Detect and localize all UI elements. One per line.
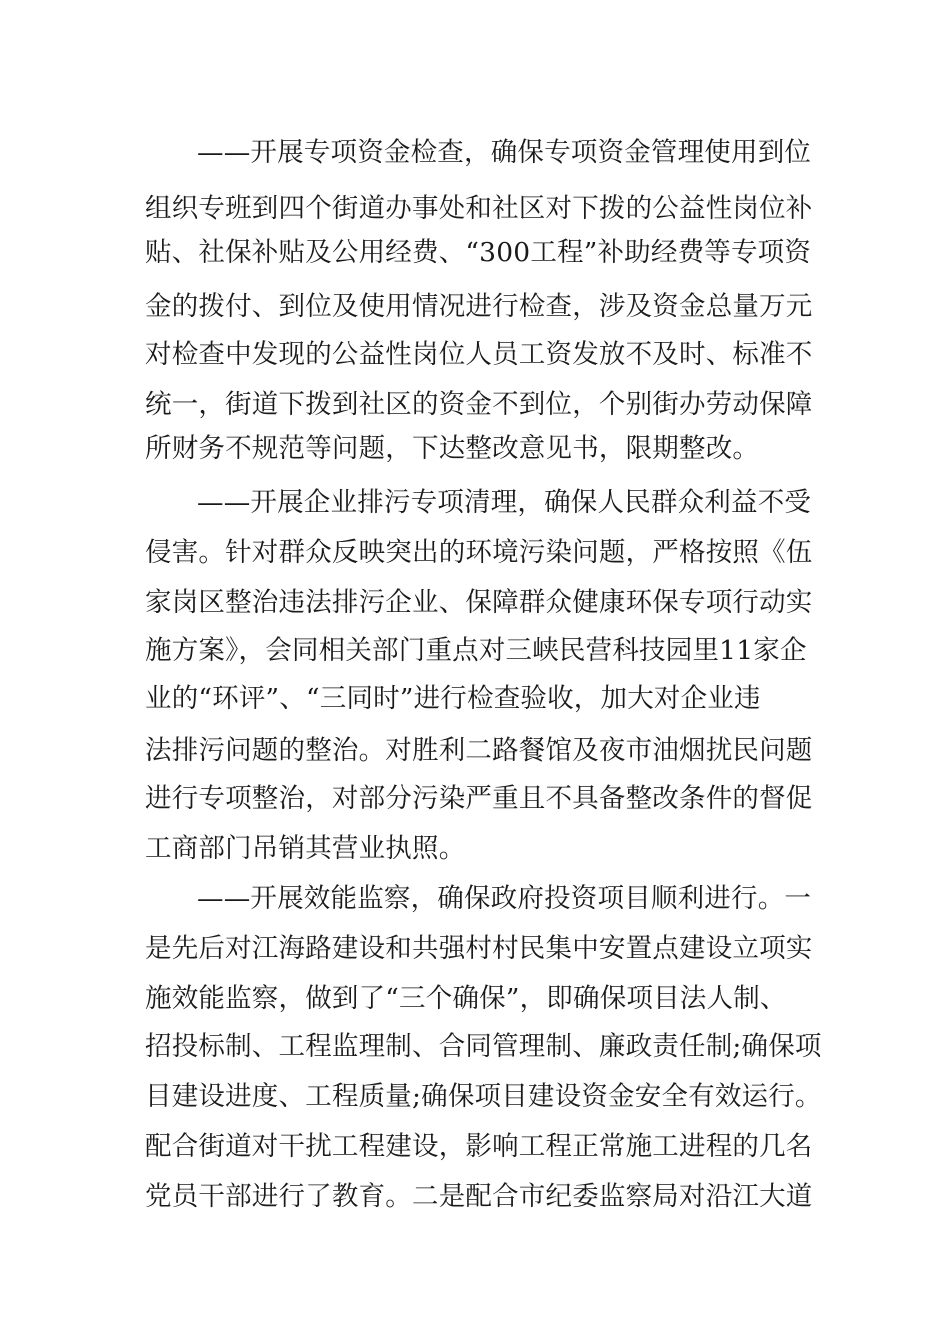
paragraph-1-line-5: 对检查中发现的公益性岗位人员工资发放不及时、标准不 bbox=[145, 339, 813, 370]
paragraph-1-line-2: 组织专班到四个街道办事处和社区对下拨的公益性岗位补 bbox=[145, 193, 813, 224]
paragraph-1-line-4: 金的拨付、到位及使用情况进行检查，涉及资金总量万元 bbox=[145, 291, 813, 322]
paragraph-2-line-6: 法排污问题的整治。对胜利二路餐馆及夜市油烟扰民问题 bbox=[145, 735, 813, 766]
paragraph-3-line-4: 招投标制、工程监理制、合同管理制、廉政责任制;确保项 bbox=[145, 1031, 822, 1062]
paragraph-2-line-4: 施方案》，会同相关部门重点对三峡民营科技园里11家企 bbox=[145, 635, 807, 666]
paragraph-2-line-8: 工商部门吊销其营业执照。 bbox=[145, 833, 466, 864]
paragraph-1-line-6: 统一，街道下拨到社区的资金不到位，个别街办劳动保障 bbox=[145, 389, 813, 420]
paragraph-2-line-7: 进行专项整治，对部分污染严重且不具备整改条件的督促 bbox=[145, 783, 813, 814]
paragraph-2-line-3: 家岗区整治违法排污企业、保障群众健康环保专项行动实 bbox=[145, 587, 813, 618]
paragraph-3-line-6: 配合街道对干扰工程建设，影响工程正常施工进程的几名 bbox=[145, 1131, 813, 1162]
paragraph-1-line-7: 所财务不规范等问题，下达整改意见书，限期整改。 bbox=[145, 433, 760, 464]
paragraph-3-line-5: 目建设进度、工程质量;确保项目建设资金安全有效运行。 bbox=[145, 1081, 822, 1112]
paragraph-3-line-3: 施效能监察，做到了“三个确保”，即确保项目法人制、 bbox=[145, 983, 787, 1014]
paragraph-3-line-2: 是先后对江海路建设和共强村村民集中安置点建设立项实 bbox=[145, 933, 813, 964]
paragraph-1-line-1: ——开展专项资金检查，确保专项资金管理使用到位 bbox=[197, 137, 812, 168]
paragraph-2-line-2: 侵害。针对群众反映突出的环境污染问题，严格按照《伍 bbox=[145, 537, 813, 568]
paragraph-3-line-1: ——开展效能监察，确保政府投资项目顺利进行。一 bbox=[197, 883, 812, 914]
paragraph-3-line-7: 党员干部进行了教育。二是配合市纪委监察局对沿江大道 bbox=[145, 1181, 813, 1212]
paragraph-2-line-1: ——开展企业排污专项清理，确保人民群众利益不受 bbox=[197, 487, 812, 518]
paragraph-1-line-3: 贴、社保补贴及公用经费、“300工程”补助经费等专项资 bbox=[145, 237, 812, 268]
paragraph-2-line-5: 业的“环评”、“三同时”进行检查验收，加大对企业违 bbox=[145, 683, 761, 714]
